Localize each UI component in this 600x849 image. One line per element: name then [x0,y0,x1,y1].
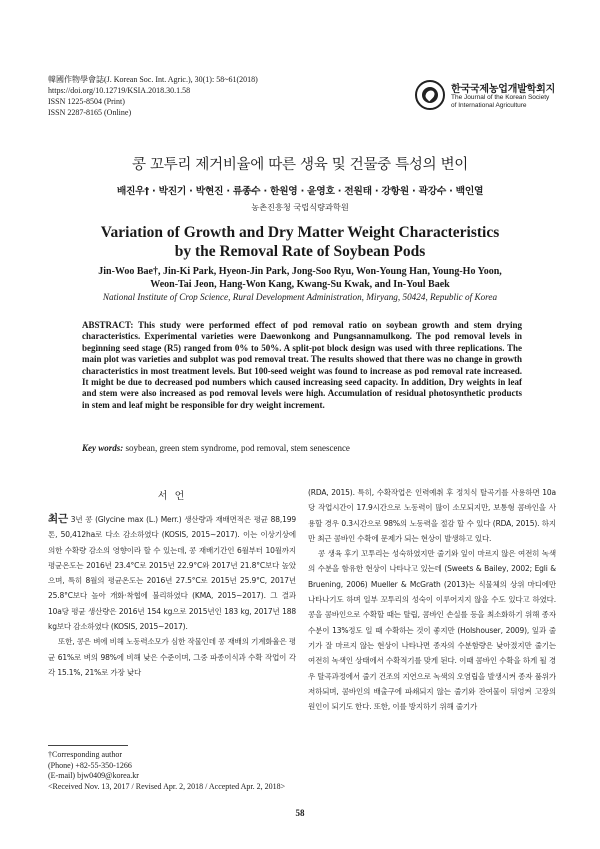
author-email[interactable]: (E-mail) bjw0409@korea.kr [48,771,139,781]
society-logo-block [415,78,575,118]
footnote-divider [48,745,128,746]
section-title-introduction: 서 언 [157,491,187,502]
issn-print: ISSN 1225-8504 (Print) [48,97,125,106]
page-number: 58 [295,808,305,818]
right-paragraph-1: (RDA, 2015). 특히, 수확작업은 인력예취 후 정치식 탈곡기를 사용하면 10a당 작업시간이 17.9시간으로 노동력이 많이 소모되지만, 보통형 콤바인을 사용할 경우 0.3시간으로 98%의 노동력을 절감 할 수 있다 (RDA, 2015). 하지만 최근 콤바인 수확에 문제가 되는 현상이 발생하고 있다. [308,488,556,543]
right-column [308,485,556,714]
abstract: ABSTRACT: This study were performed effect of pod removal ratio on soybean growth and stem drying characteristics. Experimental varieties were Daewonkong and Pungsannamulkong. The pod removal levels in beginning seed stage (R5) ranged from 0% to 50%. A split-pot block design was used with three replications. The main plot was varieties and subplot was pod removal treat. The results showed that there was no change in growth characteristics in most treatment levels. But 100-seed weight was found to increase as pod removal rate increased. It might be due to decreased pod numbers which caused increasing seed capacity. In addition, Dry weights in leaf and stem were also increased as pod removal levels were high. Accumulation of residual photosynthetic products in stem and leaf might be responsible for dry weight increment. [82,320,522,410]
footnote [48,750,308,792]
title-korean: 콩 꼬투리 제거비율에 따른 생육 및 건물중 특성의 변이 [131,157,469,173]
society-emblem-icon [415,80,445,110]
doi-link[interactable]: https://doi.org/10.12719/KSIA.2018.30.1.58 [48,86,191,95]
left-paragraph-1: 3년 콩 (Glycine max (L.) Merr.) 생산량과 재배면적은 평균 88,199톤, 50,412ha로 다소 감소하였다 (KOSIS, 2015~2017). 이는 이상기상에 의한 수확량 감소의 영향이라 할 수 있는데, 콩 재배기간인 6월부터 10월까지 평균온도는 2016년 23.4°C로 2015년 22.9°C와 2017년 21.8°C보다 높았으며, 특히 8월의 평균온도는 2016년 27.5°C로 2015년 25.9°C, 2017년 25.8°C보다 높아 개화·착협에 불리하였다 (KMA, 2015~2017). 그 결과 10a당 평균 생산량은 2016년 154 kg으로 2015년인 183 kg, 2017년 188 kg보다 감소하였다 (KOSIS, 2015~2017). [48,515,296,632]
issn-online: ISSN 2287-8165 (Online) [48,108,132,117]
left-column [48,512,296,680]
society-name-en: The Journal of the Korean Society of International Agriculture [451,94,550,109]
affiliation-korean: 농촌진흥청 국립식량과학원 [251,202,349,212]
keywords [82,443,522,454]
corresponding-author: †Corresponding author [48,750,122,759]
lead-word: 최근 [48,513,68,525]
left-paragraph-2: 또한, 콩은 벼에 비해 노동력소모가 심한 작물인데 콩 재배의 기계화율은 평균 61%로 벼의 98%에 비해 낮은 수준이며, 그중 파종이식과 수확 작업이 각각 15.1%, 21%로 가장 낮다 [48,637,296,677]
keywords-label: Key words: [82,443,124,453]
author-phone: (Phone) +82-55-350-1266 [48,760,132,770]
journal-citation: 韓國作物學會誌(J. Korean Soc. Int. Agric.), 30(1): 58~61(2018) [48,75,258,84]
received-dates: <Received Nov. 13, 2017 / Revised Apr. 2, 2018 / Accepted Apr. 2, 2018> [48,781,286,791]
right-paragraph-2: 콩 생육 후기 꼬투리는 성숙하였지만 줄기와 잎이 마르지 않은 여전히 녹색의 수분을 함유한 현상이 나타나고 있는데 (Sweets & Bailey, 2002; Egli & Bruening, 2006) Mueller & McGrath (2013)는 식물체의 상위 마디에만 나타나기도 하며 일부 꼬투리의 성숙이 이루어지지 않을 수도 있다고 하였다. 콩을 콤바인으로 수확할 때는 탈립, 콤바인 손실를 등을 최소화하기 위해 종자수분이 13%정도 일 때 수확하는 것이 좋지만 (Holshouser, 2009), 잎과 줄기가 잘 마르지 않는 현상이 나타나면 종자의 수분함량은 낮아졌지만 줄기는 여전히 녹색인 상태에서 수확적기를 맞게 된다. 이때 콤바인 수확을 하게 될 경우 탈곡과정에서 줄기 건조의 지연으로 녹색의 오염립을 발생시켜 종자 품위가 저하되며, 콤바인의 배출구에 파쇄되지 않는 줄기와 잔여물이 뒤엉켜 고장의 원인이 되기도 한다. 또한, 이를 방지하기 위해 줄기가 [308,549,556,712]
keywords-list: soybean, green stem syndrome, pod removal, stem senescence [125,443,350,453]
affiliation-english: National Institute of Crop Science, Rural Development Administration, Miryang, 50424, Republic of Korea [102,292,498,302]
title-english: Variation of Growth and Dry Matter Weight Characteristics by the Removal Rate of Soybean Pods [100,224,500,260]
authors-english: Jin-Woo Bae†, Jin-Ki Park, Hyeon-Jin Park, Jong-Soo Ryu, Won-Young Han, Young-Ho Yoon, Weon-Tai Jeon, Hang-Won Kang, Kwang-Su Kwak, and In-Youl Baek [98,266,502,290]
journal-header [48,74,378,118]
authors-korean: 배진우† · 박진기 · 박현진 · 류종수 · 한원영 · 윤영호 · 전원태 · 강항원 · 곽강수 · 백인열 [116,186,484,197]
society-name-ko: 한국국제농업개발학회지 [451,84,556,95]
